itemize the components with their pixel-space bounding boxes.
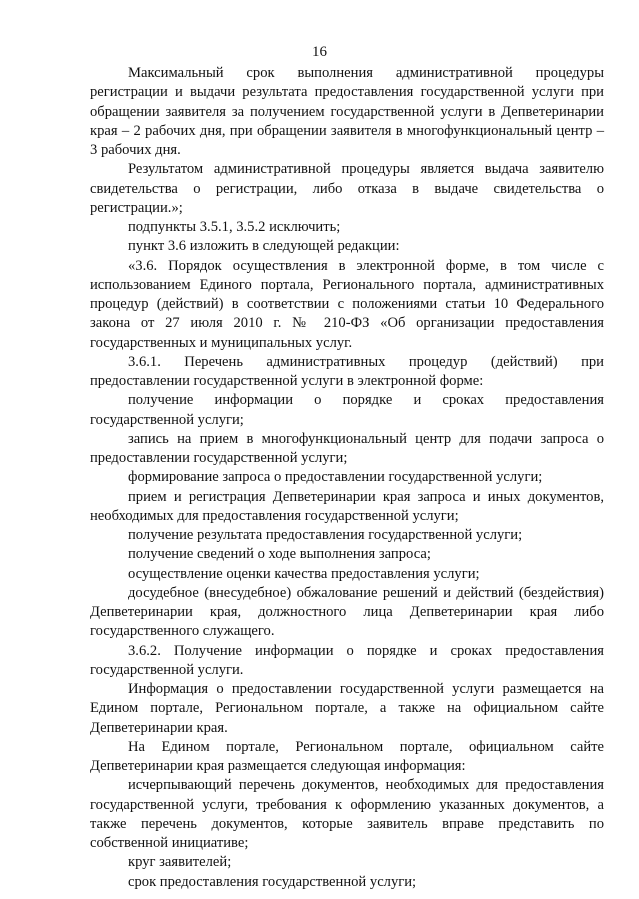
list-item: осуществление оценки качества предоставления услуги;: [128, 565, 480, 582]
paragraph-info-list-intro: На Едином портале, Региональном портале, официальном сайте Депветеринарии края размещается следующая информация:: [90, 738, 604, 774]
paragraph-info-placement: Информация о предоставлении государственной услуги размещается на Едином портале, Региональном портале, а также на официальном сайте Депветеринарии края.: [90, 681, 604, 736]
paragraph-new-edition: пункт 3.6 изложить в следующей редакции:: [128, 238, 400, 255]
list-item: получение результата предоставления государственной услуги;: [128, 527, 523, 543]
list-item: срок предоставления государственной услуги;: [128, 873, 417, 890]
paragraph-3-6-1: 3.6.1. Перечень административных процедур (действий) при предоставлении государственной услуги в электронной форме:: [90, 353, 604, 389]
list-item: получение информации о порядке и сроках предоставления государственной услуги;: [90, 392, 604, 428]
paragraph-3-6: «3.6. Порядок осуществления в электронной форме, в том числе с использованием Единого портала, Регионального портала, административных процедур (действий) в соответствии с положениями статьи 10 Федерального закона от 27 июля 2010 г. № 210-ФЗ «Об организации предоставления государственных и муниципальных услуг.: [90, 257, 604, 351]
paragraph-max-term: Максимальный срок выполнения административной процедуры регистрации и выдачи результата предоставления государственной услуги при обращении заявителя за получением государственной услуги в Депветеринарии края – 2 рабочих дня, при обращении заявителя в многофункциональный центр – 3 рабочих дня.: [90, 65, 604, 158]
list-item: исчерпывающий перечень документов, необходимых для предоставления государственной услуги, требования к оформлению указанных документов, а также перечень документов, которые заявитель вправе представить по собственной инициативе;: [90, 777, 604, 851]
list-item: получение сведений о ходе выполнения запроса;: [128, 546, 431, 563]
list-item: досудебное (внесудебное) обжалование решений и действий (бездействия) Депветеринарии края, должностного лица Депветеринарии края либо государственного служащего.: [90, 584, 604, 640]
list-item: прием и регистрация Депветеринарии края запроса и иных документов, необходимых для предоставления государственной услуги;: [90, 488, 604, 524]
list-item: формирование запроса о предоставлении государственной услуги;: [128, 469, 543, 486]
paragraph-subclauses-excluded: подпункты 3.5.1, 3.5.2 исключить;: [128, 219, 341, 235]
paragraph-result: Результатом административной процедуры является выдача заявителю свидетельства о регистрации, либо отказа в выдаче свидетельства о регистрации.»;: [90, 161, 604, 216]
list-item: запись на прием в многофункциональный центр для подачи запроса о предоставлении государственной услуги;: [90, 430, 604, 466]
paragraph-3-6-2: 3.6.2. Получение информации о порядке и сроках предоставления государственной услуги.: [90, 642, 604, 678]
list-item: круг заявителей;: [128, 854, 232, 871]
page-number: 16: [312, 44, 327, 60]
document-body: [90, 64, 604, 892]
